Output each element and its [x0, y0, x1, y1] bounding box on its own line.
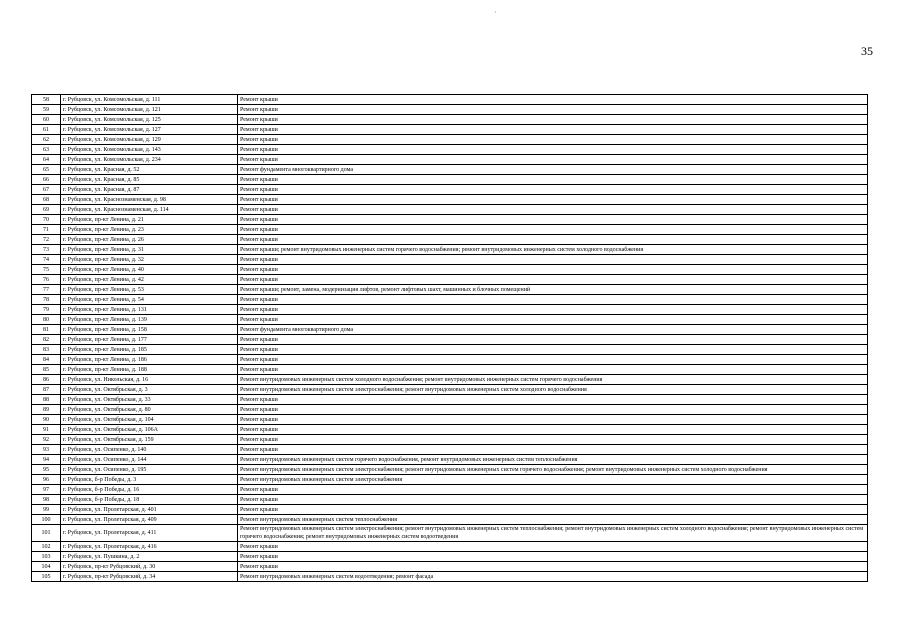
- row-number-cell: 89: [32, 405, 61, 415]
- row-number-cell: 81: [32, 325, 61, 335]
- address-cell: г. Рубцовск, ул. Комсомольская, д. 129: [61, 135, 238, 145]
- address-cell: г. Рубцовск, ул. Октябрьская, д. 80: [61, 405, 238, 415]
- address-cell: г. Рубцовск, ул. Пролетарская, д. 409: [61, 515, 238, 525]
- row-number-cell: 76: [32, 275, 61, 285]
- address-cell: г. Рубцовск, пр-кт Ленина, д. 23: [61, 225, 238, 235]
- table-row: [32, 105, 868, 115]
- row-number-cell: 61: [32, 125, 61, 135]
- address-cell: г. Рубцовск, пр-кт Рубцовский, д. 30: [61, 562, 238, 572]
- table-row: [32, 485, 868, 495]
- address-cell: г. Рубцовск, ул. Октябрьская, д. 3: [61, 385, 238, 395]
- address-cell: г. Рубцовск, пр-кт Ленина, д. 42: [61, 275, 238, 285]
- address-cell: г. Рубцовск, ул. Комсомольская, д. 125: [61, 115, 238, 125]
- table-row: [32, 562, 868, 572]
- address-cell: г. Рубцовск, пр-кт Ленина, д. 26: [61, 235, 238, 245]
- address-cell: г. Рубцовск, б-р Победы, д. 18: [61, 495, 238, 505]
- work-type-cell: Ремонт крыши: [238, 495, 868, 505]
- work-type-cell: Ремонт крыши: [238, 505, 868, 515]
- table-row: [32, 135, 868, 145]
- row-number-cell: 99: [32, 505, 61, 515]
- row-number-cell: 73: [32, 245, 61, 255]
- address-cell: г. Рубцовск, ул. Комсомольская, д. 121: [61, 105, 238, 115]
- table-row: [32, 525, 868, 542]
- address-cell: г. Рубцовск, ул. Осипенко, д. 195: [61, 465, 238, 475]
- row-number-cell: 100: [32, 515, 61, 525]
- address-cell: г. Рубцовск, пр-кт Ленина, д. 40: [61, 265, 238, 275]
- row-number-cell: 65: [32, 165, 61, 175]
- table-row: [32, 275, 868, 285]
- work-type-cell: Ремонт внутридомовых инженерных систем холодного водоснабжения; ремонт внутридомовых инженерных систем горячего водоснабжения: [238, 375, 868, 385]
- address-cell: г. Рубцовск, ул. Краснознаменская, д. 114: [61, 205, 238, 215]
- work-type-cell: Ремонт фундамента многоквартирного дома: [238, 165, 868, 175]
- work-type-cell: Ремонт крыши: [238, 95, 868, 105]
- address-cell: г. Рубцовск, ул. Октябрьская, д. 104: [61, 415, 238, 425]
- work-type-cell: Ремонт крыши: [238, 552, 868, 562]
- address-cell: г. Рубцовск, ул. Краснознаменская, д. 98: [61, 195, 238, 205]
- scan-mark: ·: [494, 8, 497, 17]
- work-type-cell: Ремонт внутридомовых инженерных систем водоотведения; ремонт фасада: [238, 572, 868, 582]
- work-type-cell: Ремонт крыши: [238, 562, 868, 572]
- address-cell: г. Рубцовск, пр-кт Рубцовский, д. 34: [61, 572, 238, 582]
- work-type-cell: Ремонт крыши: [238, 485, 868, 495]
- row-number-cell: 84: [32, 355, 61, 365]
- table-row: [32, 95, 868, 105]
- row-number-cell: 62: [32, 135, 61, 145]
- work-type-cell: Ремонт крыши; ремонт внутридомовых инженерных систем горячего водоснабжения; ремонт внутридомовых инженерных систем холодного водоснабжения: [238, 245, 868, 255]
- row-number-cell: 59: [32, 105, 61, 115]
- table-row: [32, 145, 868, 155]
- work-type-cell: Ремонт крыши: [238, 365, 868, 375]
- row-number-cell: 103: [32, 552, 61, 562]
- address-cell: г. Рубцовск, ул. Октябрьская, д. 33: [61, 395, 238, 405]
- row-number-cell: 90: [32, 415, 61, 425]
- address-cell: г. Рубцовск, б-р Победы, д. 3: [61, 475, 238, 485]
- table-row: [32, 415, 868, 425]
- address-cell: г. Рубцовск, ул. Комсомольская, д. 111: [61, 95, 238, 105]
- work-type-cell: Ремонт крыши: [238, 295, 868, 305]
- row-number-cell: 97: [32, 485, 61, 495]
- work-type-cell: Ремонт крыши: [238, 315, 868, 325]
- address-cell: г. Рубцовск, ул. Пролетарская, д. 411: [61, 525, 238, 542]
- address-cell: г. Рубцовск, ул. Никольская, д. 16: [61, 375, 238, 385]
- table-row: [32, 165, 868, 175]
- work-type-cell: Ремонт внутридомовых инженерных систем электроснабжения; ремонт внутридомовых инженерных систем холодного водоснабжения: [238, 385, 868, 395]
- work-type-cell: Ремонт внутридомовых инженерных систем горячего водоснабжения, ремонт внутридомовых инженерных систем теплоснабжения: [238, 455, 868, 465]
- work-type-cell: Ремонт крыши: [238, 445, 868, 455]
- work-type-cell: Ремонт крыши; ремонт, замена, модернизация лифтов, ремонт лифтовых шахт, машинных и блочных помещений: [238, 285, 868, 295]
- address-cell: г. Рубцовск, пр-кт Ленина, д. 131: [61, 305, 238, 315]
- table-row: [32, 505, 868, 515]
- table-row: [32, 385, 868, 395]
- address-cell: г. Рубцовск, пр-кт Ленина, д. 186: [61, 355, 238, 365]
- table-row: [32, 455, 868, 465]
- table-row: [32, 115, 868, 125]
- table-row: [32, 572, 868, 582]
- address-cell: г. Рубцовск, ул. Пушкина, д. 2: [61, 552, 238, 562]
- work-type-cell: Ремонт крыши: [238, 395, 868, 405]
- table-row: [32, 475, 868, 485]
- work-type-cell: Ремонт крыши: [238, 255, 868, 265]
- page-number: 35: [861, 44, 873, 58]
- row-number-cell: 67: [32, 185, 61, 195]
- address-cell: г. Рубцовск, ул. Комсомольская, д. 234: [61, 155, 238, 165]
- address-cell: г. Рубцовск, пр-кт Ленина, д. 177: [61, 335, 238, 345]
- table-row: [32, 175, 868, 185]
- row-number-cell: 105: [32, 572, 61, 582]
- row-number-cell: 104: [32, 562, 61, 572]
- table-row: [32, 335, 868, 345]
- table-row: [32, 365, 868, 375]
- work-type-cell: Ремонт крыши: [238, 145, 868, 155]
- work-type-cell: Ремонт фундамента многоквартирного дома: [238, 325, 868, 335]
- work-type-cell: Ремонт крыши: [238, 105, 868, 115]
- row-number-cell: 58: [32, 95, 61, 105]
- row-number-cell: 77: [32, 285, 61, 295]
- repair-table: [31, 94, 868, 582]
- work-type-cell: Ремонт крыши: [238, 135, 868, 145]
- table-row: [32, 255, 868, 265]
- table-row: [32, 375, 868, 385]
- table-row: [32, 315, 868, 325]
- table-row: [32, 185, 868, 195]
- table-row: [32, 305, 868, 315]
- table-row: [32, 245, 868, 255]
- row-number-cell: 80: [32, 315, 61, 325]
- address-cell: г. Рубцовск, ул. Красная, д. 52: [61, 165, 238, 175]
- row-number-cell: 69: [32, 205, 61, 215]
- address-cell: г. Рубцовск, пр-кт Ленина, д. 188: [61, 365, 238, 375]
- work-type-cell: Ремонт крыши: [238, 275, 868, 285]
- table-row: [32, 265, 868, 275]
- work-type-cell: Ремонт крыши: [238, 175, 868, 185]
- address-cell: г. Рубцовск, пр-кт Ленина, д. 54: [61, 295, 238, 305]
- row-number-cell: 88: [32, 395, 61, 405]
- row-number-cell: 92: [32, 435, 61, 445]
- address-cell: г. Рубцовск, ул. Красная, д. 87: [61, 185, 238, 195]
- row-number-cell: 85: [32, 365, 61, 375]
- work-type-cell: Ремонт крыши: [238, 205, 868, 215]
- address-cell: г. Рубцовск, ул. Комсомольская, д. 143: [61, 145, 238, 155]
- work-type-cell: Ремонт крыши: [238, 155, 868, 165]
- row-number-cell: 68: [32, 195, 61, 205]
- work-type-cell: Ремонт крыши: [238, 435, 868, 445]
- work-type-cell: Ремонт крыши: [238, 355, 868, 365]
- row-number-cell: 72: [32, 235, 61, 245]
- row-number-cell: 66: [32, 175, 61, 185]
- address-cell: г. Рубцовск, пр-кт Ленина, д. 32: [61, 255, 238, 265]
- address-cell: г. Рубцовск, ул. Комсомольская, д. 127: [61, 125, 238, 135]
- work-type-cell: Ремонт крыши: [238, 305, 868, 315]
- row-number-cell: 60: [32, 115, 61, 125]
- row-number-cell: 71: [32, 225, 61, 235]
- work-type-cell: Ремонт крыши: [238, 125, 868, 135]
- row-number-cell: 79: [32, 305, 61, 315]
- work-type-cell: Ремонт внутридомовых инженерных систем электроснабжения; ремонт внутридомовых инженерных систем теплоснабжения; ремонт внутридомовых инженерных систем холодного водоснабжения; ремонт внутридомовых инженерных систем горячего водоснабжения; ремонт внутридомовых инженерных систем водоотведения: [238, 525, 868, 542]
- work-type-cell: Ремонт крыши: [238, 265, 868, 275]
- table-row: [32, 235, 868, 245]
- row-number-cell: 64: [32, 155, 61, 165]
- address-cell: г. Рубцовск, ул. Осипенко, д. 140: [61, 445, 238, 455]
- row-number-cell: 91: [32, 425, 61, 435]
- table-row: [32, 542, 868, 552]
- work-type-cell: Ремонт крыши: [238, 185, 868, 195]
- row-number-cell: 87: [32, 385, 61, 395]
- table-row: [32, 445, 868, 455]
- table-row: [32, 405, 868, 415]
- table-row: [32, 155, 868, 165]
- row-number-cell: 82: [32, 335, 61, 345]
- work-type-cell: Ремонт крыши: [238, 405, 868, 415]
- address-cell: г. Рубцовск, ул. Октябрьская, д. 106А: [61, 425, 238, 435]
- row-number-cell: 94: [32, 455, 61, 465]
- row-number-cell: 63: [32, 145, 61, 155]
- table-row: [32, 125, 868, 135]
- address-cell: г. Рубцовск, пр-кт Ленина, д. 185: [61, 345, 238, 355]
- row-number-cell: 74: [32, 255, 61, 265]
- address-cell: г. Рубцовск, ул. Осипенко, д. 144: [61, 455, 238, 465]
- row-number-cell: 75: [32, 265, 61, 275]
- work-type-cell: Ремонт внутридомовых инженерных систем теплоснабжения: [238, 515, 868, 525]
- table-row: [32, 495, 868, 505]
- table-row: [32, 205, 868, 215]
- table-row: [32, 395, 868, 405]
- table-row: [32, 515, 868, 525]
- row-number-cell: 70: [32, 215, 61, 225]
- row-number-cell: 96: [32, 475, 61, 485]
- address-cell: г. Рубцовск, ул. Пролетарская, д. 416: [61, 542, 238, 552]
- work-type-cell: Ремонт крыши: [238, 225, 868, 235]
- table-row: [32, 215, 868, 225]
- work-type-cell: Ремонт крыши: [238, 195, 868, 205]
- address-cell: г. Рубцовск, б-р Победы, д. 16: [61, 485, 238, 495]
- row-number-cell: 86: [32, 375, 61, 385]
- address-cell: г. Рубцовск, пр-кт Ленина, д. 139: [61, 315, 238, 325]
- table-row: [32, 325, 868, 335]
- table-row: [32, 295, 868, 305]
- work-type-cell: Ремонт крыши: [238, 542, 868, 552]
- table-row: [32, 195, 868, 205]
- address-cell: г. Рубцовск, ул. Октябрьская, д. 159: [61, 435, 238, 445]
- row-number-cell: 93: [32, 445, 61, 455]
- table-row: [32, 552, 868, 562]
- work-type-cell: Ремонт крыши: [238, 115, 868, 125]
- table-row: [32, 225, 868, 235]
- work-type-cell: Ремонт внутридомовых инженерных систем электроснабжения; ремонт внутридомовых инженерных систем горячего водоснабжения; ремонт внутридомовых инженерных систем холодного водоснабжения: [238, 465, 868, 475]
- table-row: [32, 285, 868, 295]
- row-number-cell: 98: [32, 495, 61, 505]
- table-row: [32, 465, 868, 475]
- work-type-cell: Ремонт крыши: [238, 345, 868, 355]
- address-cell: г. Рубцовск, пр-кт Ленина, д. 21: [61, 215, 238, 225]
- address-cell: г. Рубцовск, пр-кт Ленина, д. 53: [61, 285, 238, 295]
- work-type-cell: Ремонт крыши: [238, 415, 868, 425]
- work-type-cell: Ремонт крыши: [238, 215, 868, 225]
- table-row: [32, 355, 868, 365]
- row-number-cell: 101: [32, 525, 61, 542]
- row-number-cell: 83: [32, 345, 61, 355]
- address-cell: г. Рубцовск, пр-кт Ленина, д. 31: [61, 245, 238, 255]
- address-cell: г. Рубцовск, пр-кт Ленина, д. 158: [61, 325, 238, 335]
- address-cell: г. Рубцовск, ул. Красная, д. 85: [61, 175, 238, 185]
- row-number-cell: 78: [32, 295, 61, 305]
- work-type-cell: Ремонт крыши: [238, 235, 868, 245]
- address-cell: г. Рубцовск, ул. Пролетарская, д. 401: [61, 505, 238, 515]
- table-row: [32, 435, 868, 445]
- work-type-cell: Ремонт крыши: [238, 335, 868, 345]
- work-type-cell: Ремонт крыши: [238, 425, 868, 435]
- row-number-cell: 102: [32, 542, 61, 552]
- table-row: [32, 425, 868, 435]
- row-number-cell: 95: [32, 465, 61, 475]
- repair-table-body: [32, 95, 868, 582]
- table-row: [32, 345, 868, 355]
- work-type-cell: Ремонт внутридомовых инженерных систем электроснабжения: [238, 475, 868, 485]
